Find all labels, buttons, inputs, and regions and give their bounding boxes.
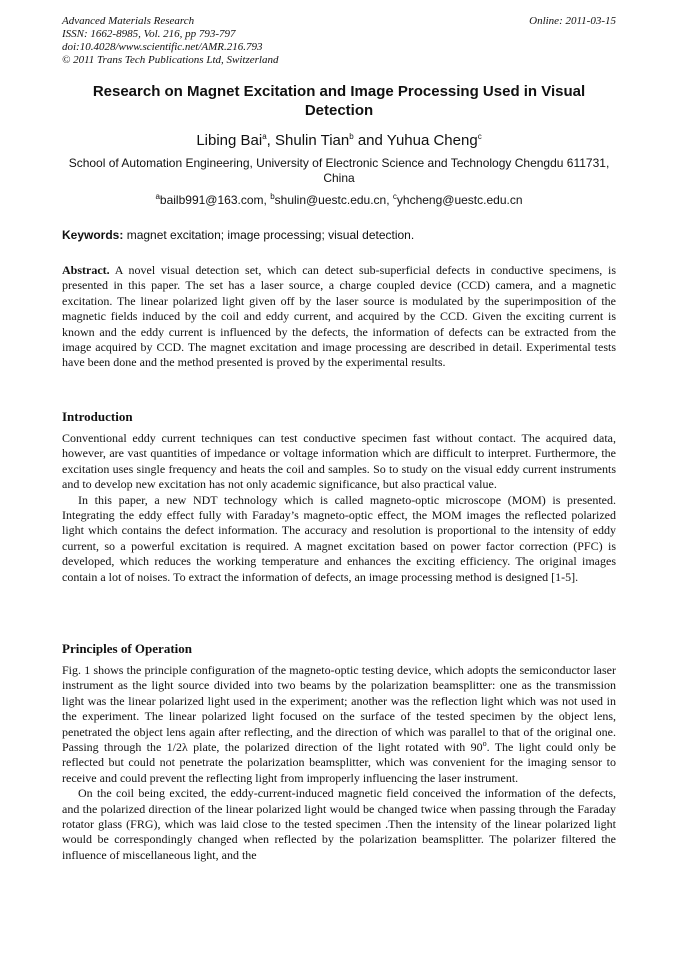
email-separator: ,: [263, 193, 271, 207]
paper-title: Research on Magnet Excitation and Image Processing Used in Visual Detection: [92, 83, 586, 119]
journal-name: Advanced Materials Research: [62, 15, 195, 27]
author-mark: a: [262, 132, 267, 141]
introduction-heading: Introduction: [62, 409, 133, 424]
email-mark: c: [392, 192, 397, 201]
doi-line: doi:10.4028/www.scientific.net/AMR.216.793: [62, 41, 263, 53]
email-address[interactable]: bailb991@163.com: [159, 193, 264, 207]
author-name: Yuhua Cheng: [386, 132, 478, 149]
email-separator: ,: [386, 193, 393, 207]
journal-header: [62, 15, 278, 67]
copyright-line: © 2011 Trans Tech Publications Ltd, Switzerland: [62, 54, 279, 66]
keywords-text: magnet excitation; image processing; visual detection.: [123, 228, 415, 242]
principles-text: . The light could only be reflected but could not penetrate the polarization beamsplitter, which was convenient for the imaging sensor to receive and could prevent the reflecting light from improperly influencing the laser instrument.: [62, 740, 616, 785]
principles-paragraph-2: On the coil being excited, the eddy-current-induced magnetic field conceived the information of the defects, and the polarized direction of the linear polarized light would be changed twice when passing through the Faraday rotator glass (FRG), which was laid close to the tested specimen .Then the intensity of the linear polarized light would be correspondingly changed when reflected by the polarization beamsplitter. The polarizer filtered the influence of miscellaneous light, and the: [62, 786, 616, 862]
email-list: [62, 193, 616, 208]
principles-heading: Principles of Operation: [62, 641, 192, 656]
abstract-section: [62, 263, 616, 371]
author-separator: and: [353, 132, 387, 149]
intro-paragraph-2: In this paper, a new NDT technology which is called magneto-optic microscope (MOM) is presented. Integrating the eddy effect fully with Faraday’s magneto-optic effect, the MOM images the reflected polarized light which contains the defect information. The accuracy and resolution is proportional to the intensity of eddy current, so a powerful excitation is required. A magnet excitation based on power factor correction (PFC) is developed, which reduces the working temperature and enhances the exciting efficiency. The original images contain a lot of noises. To extract the information of defects, an image processing method is designed [1-5].: [62, 492, 616, 584]
online-date: Online: 2011-03-15: [529, 15, 616, 27]
abstract-paragraph: [62, 263, 616, 371]
author-name: Shulin Tian: [275, 132, 350, 149]
author-mark: c: [477, 132, 482, 141]
email-mark: a: [155, 192, 160, 201]
keywords-label: Keywords:: [62, 228, 124, 242]
principles-section: [62, 663, 616, 863]
issn-line: ISSN: 1662-8985, Vol. 216, pp 793-797: [62, 28, 236, 40]
author-separator: ,: [266, 132, 275, 149]
author-name: Libing Bai: [196, 132, 263, 149]
abstract-text: A novel visual detection set, which can detect sub-superficial defects in conductive specimens, is presented in this paper. The set has a laser source, a charge coupled device (CCD) camera, and a magnetic excitation. The linear polarized light given off by the laser source is modulated by the superimposition of the magnetic fields induced by the coil and eddy current, and acquired by the CCD. Given the exciting current is known and the eddy current is influenced by the defects, the information of defects can be extracted from the image acquired by CCD. The magnet excitation and image processing are described in detail. Experimental tests have been done and the method presented is proved by the experimental results.: [62, 263, 616, 370]
author-list: [62, 132, 616, 150]
keywords: [62, 228, 616, 243]
abstract-label: Abstract.: [62, 263, 110, 277]
email-mark: b: [270, 192, 275, 201]
email-address[interactable]: yhcheng@uestc.edu.cn: [396, 193, 523, 207]
author-mark: b: [349, 132, 354, 141]
email-address[interactable]: shulin@uestc.edu.cn: [274, 193, 387, 207]
introduction-section: [62, 431, 616, 585]
degree-mark: o: [482, 739, 487, 749]
affiliation: School of Automation Engineering, University of Electronic Science and Technology Chengdu 611731, China: [68, 156, 610, 185]
principles-paragraph-1: [62, 663, 616, 786]
principles-text: Fig. 1 shows the principle configuration of the magneto-optic testing device, which adopts the semiconductor laser instrument as the light source divided into two beams by the polarization beamsplitter: one as the transmission light was the linear polarized light used in the experiment; another was the reflection light which was not used in the experiment. The linear polarized light focused on the surface of the tested specimen by the object lens, penetrated the object lens again after reflecting, and the direction of which was parallel to that of the original one. Passing through the 1/2λ plate, the polarized direction of the light rotated with 90: [62, 663, 616, 755]
intro-paragraph-1: Conventional eddy current techniques can test conductive specimen fast without contact. The acquired data, however, are vast quantities of impedance or voltage information which are difficult to interpret. Furthermore, the excitation uses single frequency and heats the coil and samples. So to study on the visual eddy current instruments and to develop new excitation has not only academic significance, but also practical value.: [62, 431, 616, 492]
